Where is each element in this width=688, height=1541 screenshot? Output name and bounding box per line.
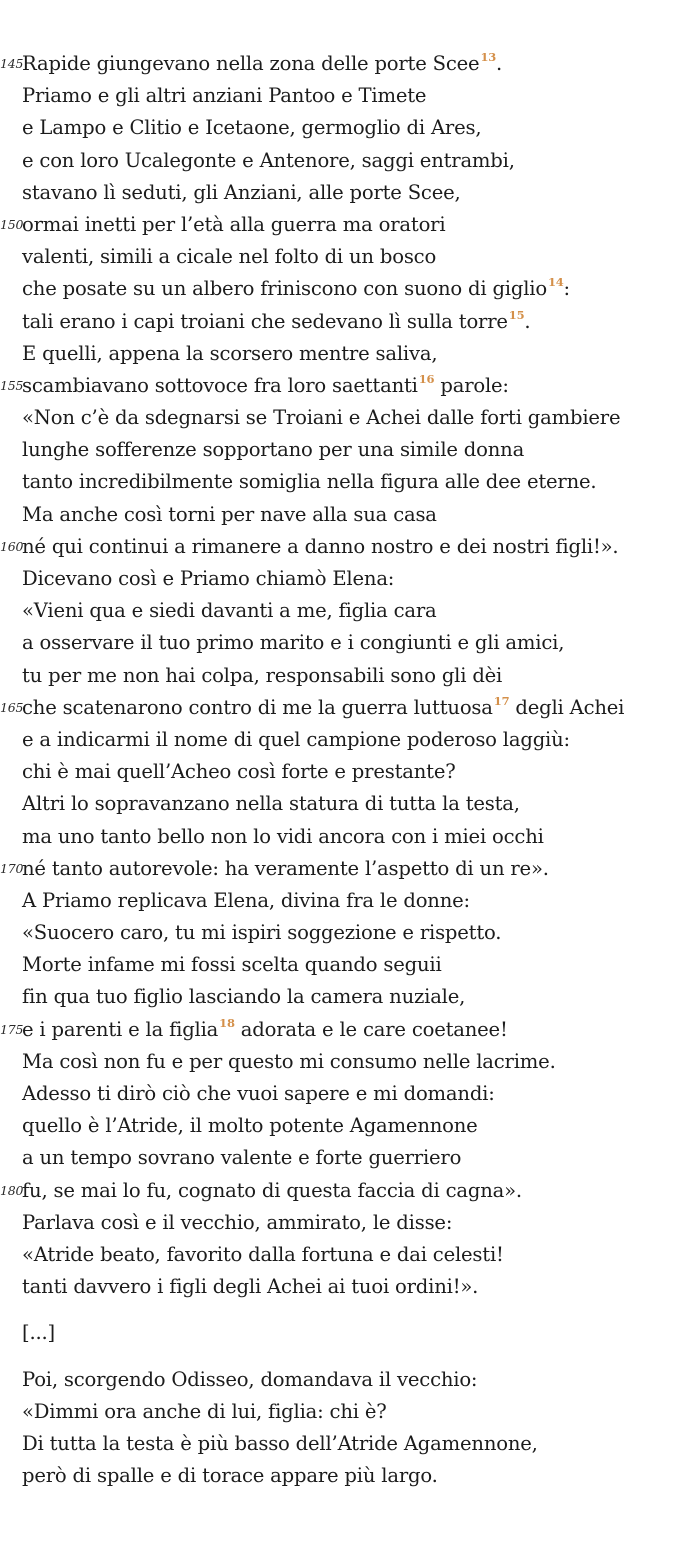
verse-text: «Atride beato, favorito dalla fortuna e dai celesti! [22, 1242, 504, 1266]
verse-line [0, 80, 688, 112]
verse-text: Poi, scorgendo Odisseo, domandava il vecchio: [22, 1367, 478, 1391]
verse-line [0, 1239, 688, 1271]
verse-text: stavano lì seduti, gli Anziani, alle porte Scee, [22, 180, 461, 204]
verse-line [0, 48, 688, 80]
verse-line [0, 563, 688, 595]
verse-line [0, 724, 688, 756]
verse-text: quello è l’Atride, il molto potente Agamennone [22, 1114, 478, 1138]
verse-text: valenti, simili a cicale nel folto di un bosco [22, 245, 437, 269]
verse-line [0, 1014, 688, 1046]
verse-text: «Dimmi ora anche di lui, figlia: chi è? [22, 1399, 387, 1423]
ellipsis-omission [0, 1317, 688, 1349]
verse-line [0, 692, 688, 724]
poem-text [0, 48, 688, 1492]
verse-text: fin qua tuo figlio lasciando la camera nuziale, [22, 985, 466, 1009]
verse-line [0, 499, 688, 531]
line-number: 170 [0, 860, 24, 876]
verse-line [0, 434, 688, 466]
line-number: 145 [0, 56, 24, 71]
verse-text: ormai inetti per l’età alla guerra ma oratori [22, 212, 446, 236]
line-number: 160 [0, 538, 24, 554]
verse-line [0, 241, 688, 273]
verse-line [0, 145, 688, 177]
verse-line [0, 402, 688, 434]
verse-line [0, 885, 688, 917]
verse-text: tu per me non hai colpa, responsabili sono gli dèi [22, 663, 503, 687]
verse-line [0, 1396, 688, 1428]
line-number: 155 [0, 377, 24, 393]
footnote-marker: 16 [418, 371, 435, 386]
verse-text: che posate su un albero friniscono con suono di giglio [22, 277, 547, 301]
verse-text: scambiavano sottovoce fra loro saettanti [22, 373, 418, 397]
verse-text: Parlava così e il vecchio, ammirato, le disse: [22, 1210, 453, 1234]
verse-line [0, 1460, 688, 1492]
verse-line [0, 949, 688, 981]
verse-line [0, 112, 688, 144]
verse-line [0, 853, 688, 885]
verse-text: e con loro Ucalegonte e Antenore, saggi entrambi, [22, 148, 515, 172]
verse-text: e a indicarmi il nome di quel campione poderoso laggiù: [22, 727, 570, 751]
verse-line [0, 981, 688, 1013]
verse-line [0, 821, 688, 853]
verse-line [0, 1110, 688, 1142]
verse-line [0, 1142, 688, 1174]
verse-line [0, 1207, 688, 1239]
verse-text: né tanto autorevole: ha veramente l’aspetto di un re». [22, 856, 549, 880]
verse-text: a osservare il tuo primo marito e i congiunti e gli amici, [22, 631, 565, 655]
verse-text: «Vieni qua e siedi davanti a me, figlia cara [22, 599, 437, 623]
verse-line [0, 595, 688, 627]
verse-line [0, 627, 688, 659]
verse-text: Dicevano così e Priamo chiamò Elena: [22, 567, 395, 590]
line-number: 150 [0, 216, 24, 232]
verse-text: fu, se mai lo fu, cognato di questa faccia di cagna». [22, 1178, 522, 1202]
verse-text: E quelli, appena la scorsero mentre saliva, [22, 341, 438, 365]
footnote-marker: 14 [547, 275, 564, 290]
verse-line [0, 1428, 688, 1460]
line-number: 165 [0, 699, 24, 715]
verse-line [0, 1078, 688, 1110]
verse-text: Priamo e gli altri anziani Pantoo e Timete [22, 84, 427, 108]
verse-line [0, 531, 688, 563]
verse-text: e i parenti e la figlia [22, 1017, 219, 1041]
verse-line [0, 660, 688, 692]
verse-text: Rapide giungevano nella zona delle porte Scee [22, 52, 480, 75]
verse-text: Morte infame mi fossi scelta quando seguii [22, 953, 442, 977]
verse-line [0, 370, 688, 402]
verse-line [0, 273, 688, 305]
verse-text: adorata e le care coetanee! [234, 1017, 508, 1041]
verse-line [0, 756, 688, 788]
verse-line [0, 1364, 688, 1396]
verse-text: però di spalle e di torace appare più largo. [22, 1464, 438, 1488]
verse-text: : [563, 277, 570, 301]
verse-line [0, 1271, 688, 1303]
verse-text: . [496, 52, 503, 75]
footnote-marker: 15 [508, 307, 525, 322]
verse-text: ma uno tanto bello non lo vidi ancora con i miei occhi [22, 824, 544, 848]
verse-text: . [524, 309, 531, 333]
verse-text: tanti davvero i figli degli Achei ai tuoi ordini!». [22, 1275, 479, 1299]
footnote-marker: 18 [219, 1015, 235, 1030]
verse-text: [...] [22, 1321, 55, 1345]
verse-line [0, 338, 688, 370]
verse-line [0, 466, 688, 498]
verse-text: chi è mai quell’Acheo così forte e prestante? [22, 760, 456, 784]
verse-text: né qui continui a rimanere a danno nostro e dei nostri figli!». [22, 534, 619, 558]
verse-text: a un tempo sovrano valente e forte guerriero [22, 1146, 462, 1170]
verse-text: Di tutta la testa è più basso dell’Atride Agamennone, [22, 1431, 538, 1455]
verse-line [0, 788, 688, 820]
verse-text: «Non c’è da sdegnarsi se Troiani e Achei dalle forti gambiere [22, 406, 621, 430]
verse-text: Adesso ti dirò ciò che vuoi sapere e mi domandi: [22, 1082, 495, 1105]
line-number: 180 [0, 1182, 24, 1198]
verse-text: tali erano i capi troiani che sedevano lì sulla torre [22, 309, 508, 333]
footnote-marker: 13 [480, 50, 497, 64]
verse-text: lunghe sofferenze sopportano per una simile donna [22, 438, 525, 462]
verse-line [0, 177, 688, 209]
verse-line [0, 1175, 688, 1207]
verse-text: Altri lo sopravanzano nella statura di tutta la testa, [22, 792, 520, 816]
verse-text: Ma anche così torni per nave alla sua casa [22, 502, 437, 526]
line-number: 175 [0, 1021, 24, 1037]
verse-text: degli Achei [509, 695, 625, 719]
verse-text: «Suocero caro, tu mi ispiri soggezione e rispetto. [22, 921, 502, 945]
verse-text: A Priamo replicava Elena, divina fra le donne: [22, 888, 470, 912]
verse-line [0, 306, 688, 338]
verse-line [0, 1046, 688, 1078]
footnote-marker: 17 [493, 693, 510, 708]
verse-line [0, 209, 688, 241]
verse-text: e Lampo e Clitio e Icetaone, germoglio di Ares, [22, 116, 482, 140]
verse-text: tanto incredibilmente somiglia nella figura alle dee eterne. [22, 470, 597, 494]
verse-line [0, 917, 688, 949]
verse-text: che scatenarono contro di me la guerra luttuosa [22, 695, 493, 719]
verse-text: Ma così non fu e per questo mi consumo nelle lacrime. [22, 1049, 556, 1073]
verse-text: parole: [434, 373, 509, 397]
